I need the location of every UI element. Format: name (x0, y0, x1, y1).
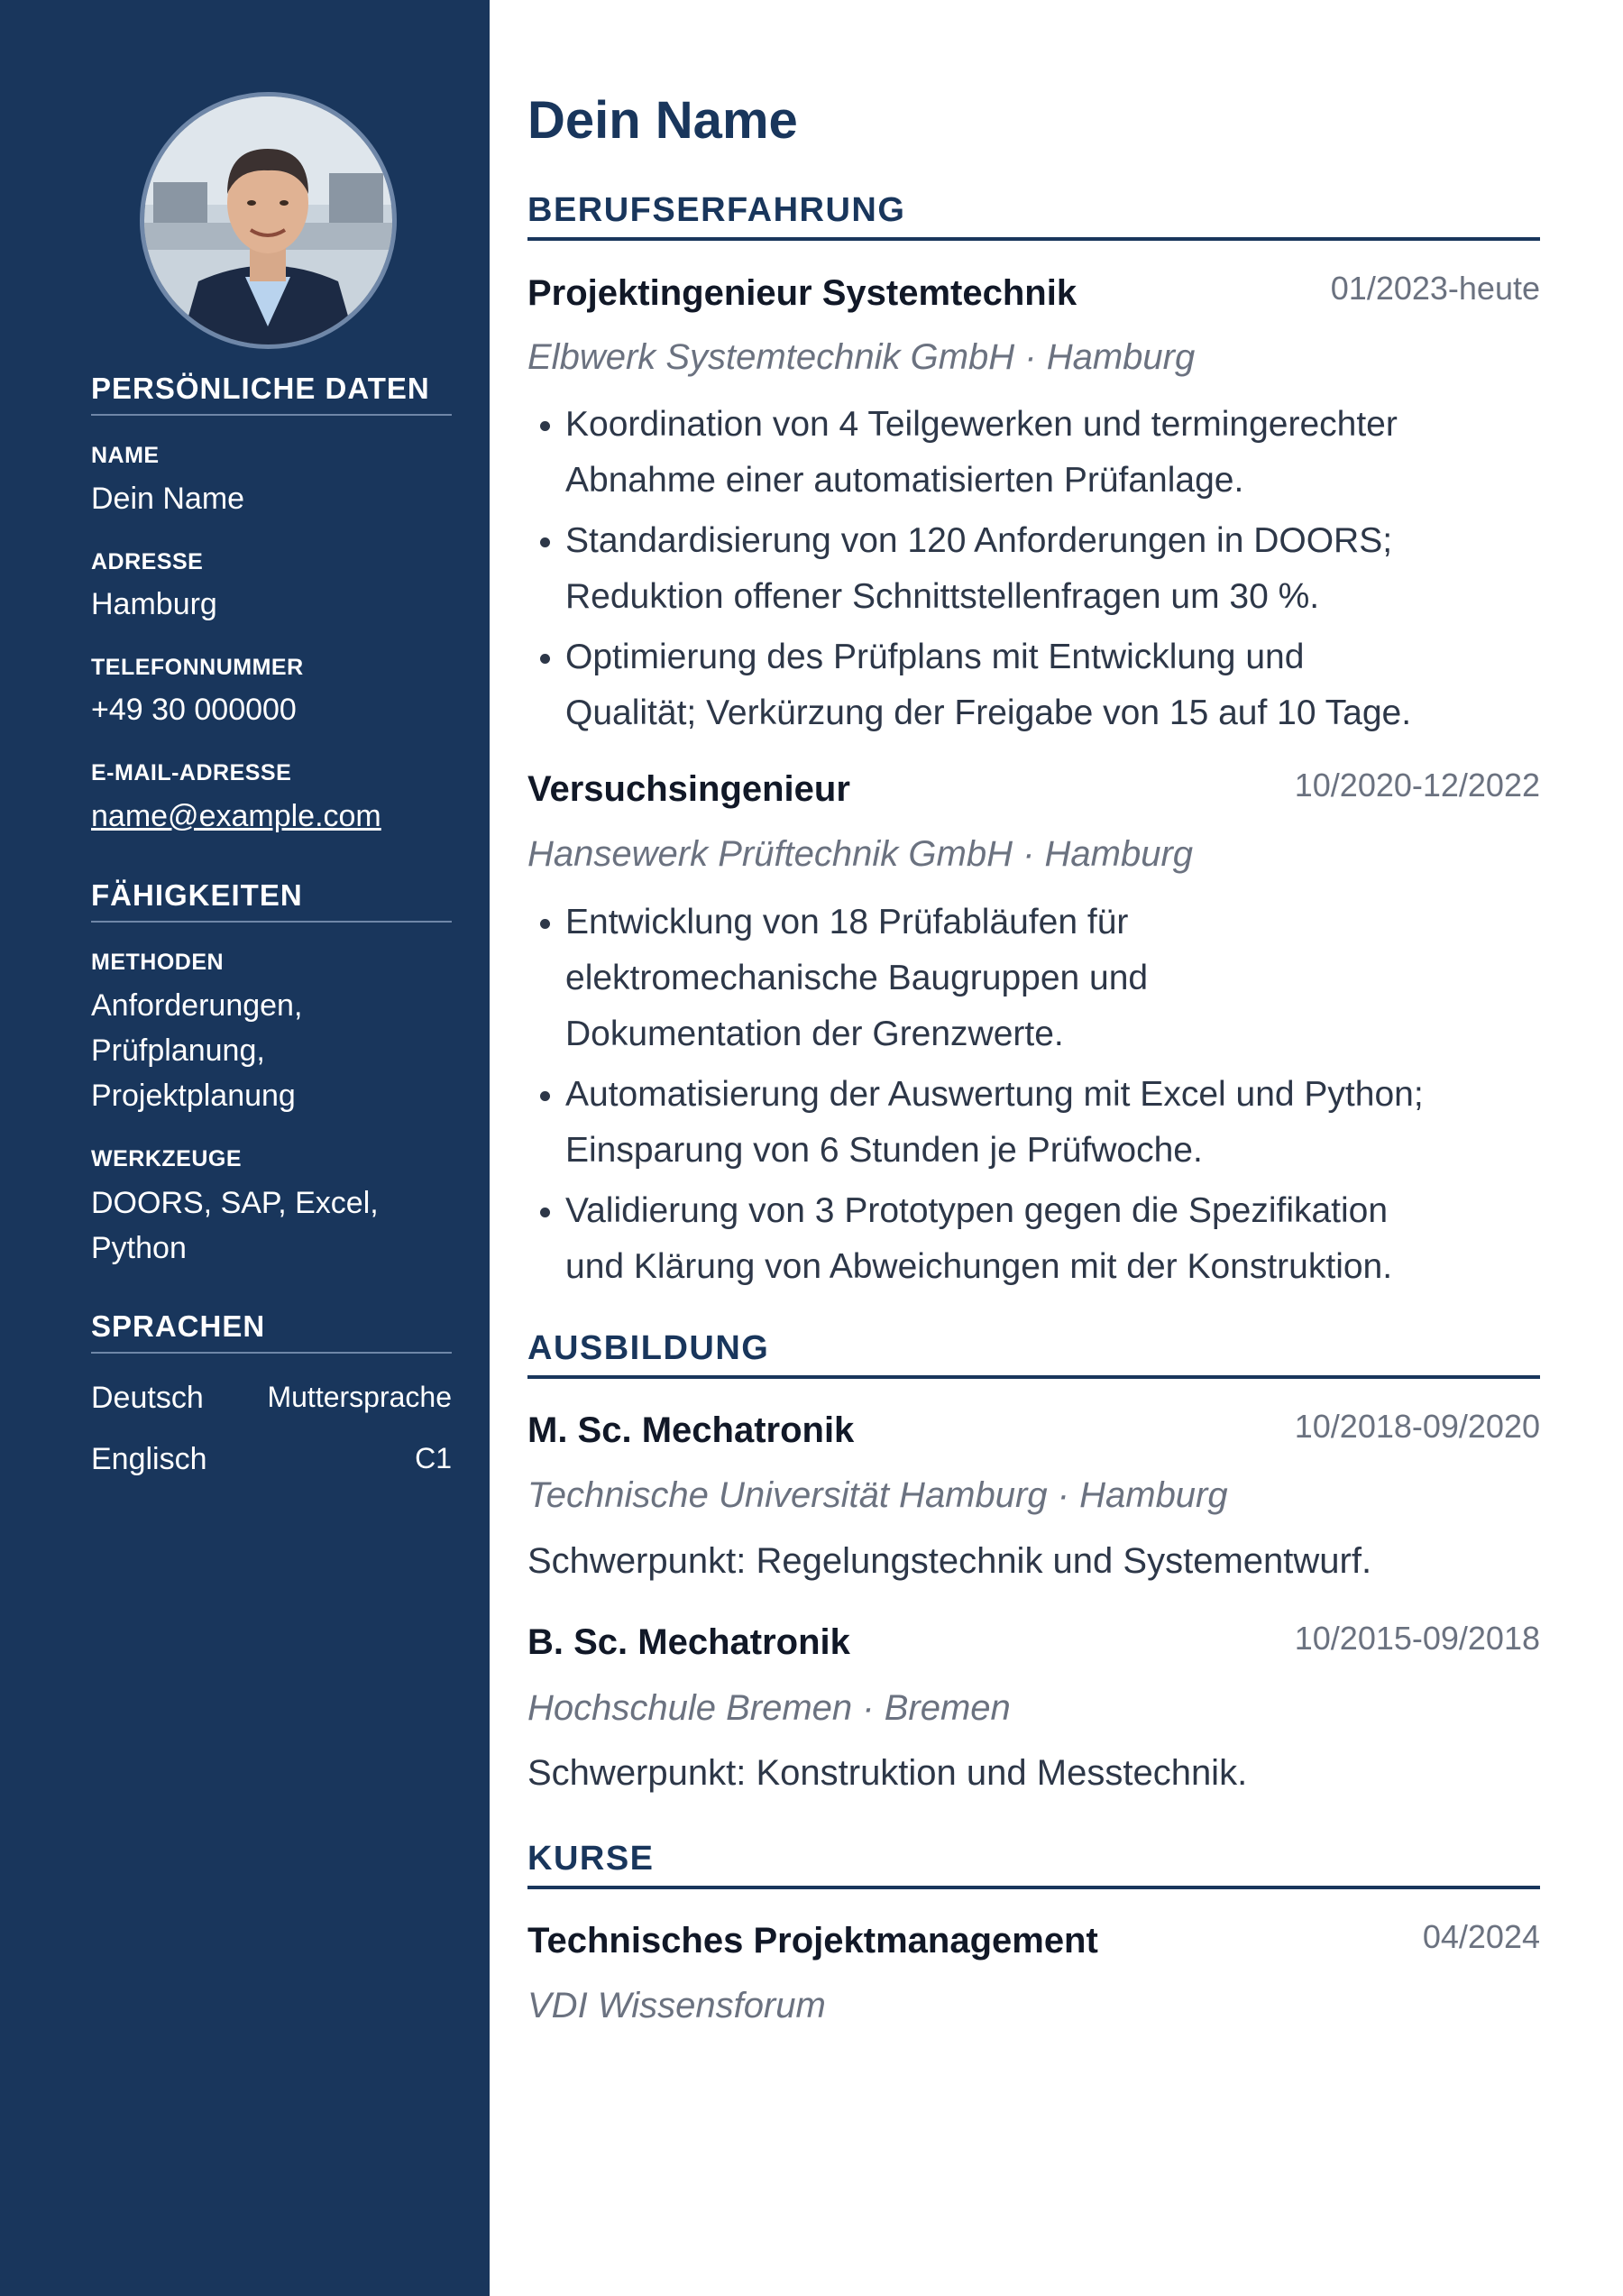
address-label: ADRESSE (91, 549, 204, 574)
course-provider: VDI Wissensforum (527, 1986, 826, 2025)
personal-data-heading: PERSÖNLICHE DATEN (91, 372, 452, 416)
name-label: NAME (91, 443, 160, 468)
bullet-item: Automatisierung der Auswertung mit Excel und Python; Einsparung von 6 Stunden je Prüfwoche. (527, 1067, 1540, 1179)
job-company: Elbwerk Systemtechnik GmbH · Hamburg (527, 337, 1196, 377)
degree-date: 10/2015-09/2018 (1294, 1620, 1540, 1657)
profile-photo (140, 92, 397, 349)
methods-line: Projektplanung (91, 1079, 296, 1113)
job-title: Versuchsingenieur (527, 769, 850, 809)
skills-heading: FÄHIGKEITEN (91, 878, 452, 923)
address-value: Hamburg (91, 587, 217, 621)
degree-title: B. Sc. Mechatronik (527, 1622, 850, 1662)
education-heading: AUSBILDUNG (527, 1329, 1540, 1379)
degree-institution: Technische Universität Hamburg · Hamburg (527, 1475, 1228, 1515)
tools-line: DOORS, SAP, Excel, (91, 1186, 379, 1220)
tools-value (91, 1180, 452, 1271)
language-level: C1 (415, 1442, 452, 1474)
language-name: Englisch (91, 1442, 207, 1476)
job-bullets (527, 397, 1540, 746)
language-name: Deutsch (91, 1381, 204, 1415)
methods-label: METHODEN (91, 950, 225, 975)
methods-line: Anforderungen, (91, 988, 303, 1023)
bullet-item: Standardisierung von 120 Anforderungen in DOORS; Reduktion offener Schnittstellenfragen um 30 %. (527, 513, 1540, 625)
bullet-item: Validierung von 3 Prototypen gegen die Spezifikation und Klärung von Abweichungen mit der Konstruktion. (527, 1183, 1540, 1295)
languages-heading: SPRACHEN (91, 1309, 452, 1354)
name-value: Dein Name (91, 482, 245, 516)
methods-value (91, 983, 452, 1118)
degree-focus: Schwerpunkt: Regelungstechnik und Systementwurf. (527, 1541, 1372, 1581)
course-title: Technisches Projektmanagement (527, 1921, 1098, 1961)
language-row (91, 1442, 452, 1477)
language-row (91, 1381, 452, 1416)
phone-value: +49 30 000000 (91, 693, 297, 727)
bullet-item: Entwicklung von 18 Prüfabläufen für elektromechanische Baugruppen und Dokumentation der Grenzwerte. (527, 895, 1540, 1062)
job-date: 01/2023-heute (1330, 270, 1540, 307)
page-title: Dein Name (527, 91, 798, 150)
email-link[interactable]: name@example.com (91, 799, 381, 833)
tools-line: Python (91, 1231, 187, 1265)
job-bullets (527, 895, 1540, 1300)
email-value (91, 794, 452, 839)
language-level: Muttersprache (267, 1381, 452, 1413)
course-date: 04/2024 (1422, 1918, 1540, 1955)
bullet-item: Optimierung des Prüfplans mit Entwicklung und Qualität; Verkürzung der Freigabe von 15 auf 10 Tage. (527, 629, 1540, 741)
phone-label: TELEFONNUMMER (91, 655, 304, 680)
tools-label: WERKZEUGE (91, 1146, 242, 1171)
email-label: E-MAIL-ADRESSE (91, 760, 292, 785)
methods-line: Prüfplanung, (91, 1033, 265, 1068)
degree-date: 10/2018-09/2020 (1294, 1408, 1540, 1445)
job-company: Hansewerk Prüftechnik GmbH · Hamburg (527, 834, 1194, 874)
degree-title: M. Sc. Mechatronik (527, 1410, 855, 1450)
sidebar (0, 0, 490, 2296)
courses-heading: KURSE (527, 1840, 1540, 1889)
experience-heading: BERUFSERFAHRUNG (527, 191, 1540, 241)
job-date: 10/2020-12/2022 (1294, 767, 1540, 804)
degree-institution: Hochschule Bremen · Bremen (527, 1688, 1011, 1728)
degree-focus: Schwerpunkt: Konstruktion und Messtechnik. (527, 1753, 1248, 1793)
profile-photo-image (144, 96, 392, 344)
job-title: Projektingenieur Systemtechnik (527, 273, 1077, 313)
bullet-item: Koordination von 4 Teilgewerken und termingerechter Abnahme einer automatisierten Prüfanlage. (527, 397, 1540, 509)
